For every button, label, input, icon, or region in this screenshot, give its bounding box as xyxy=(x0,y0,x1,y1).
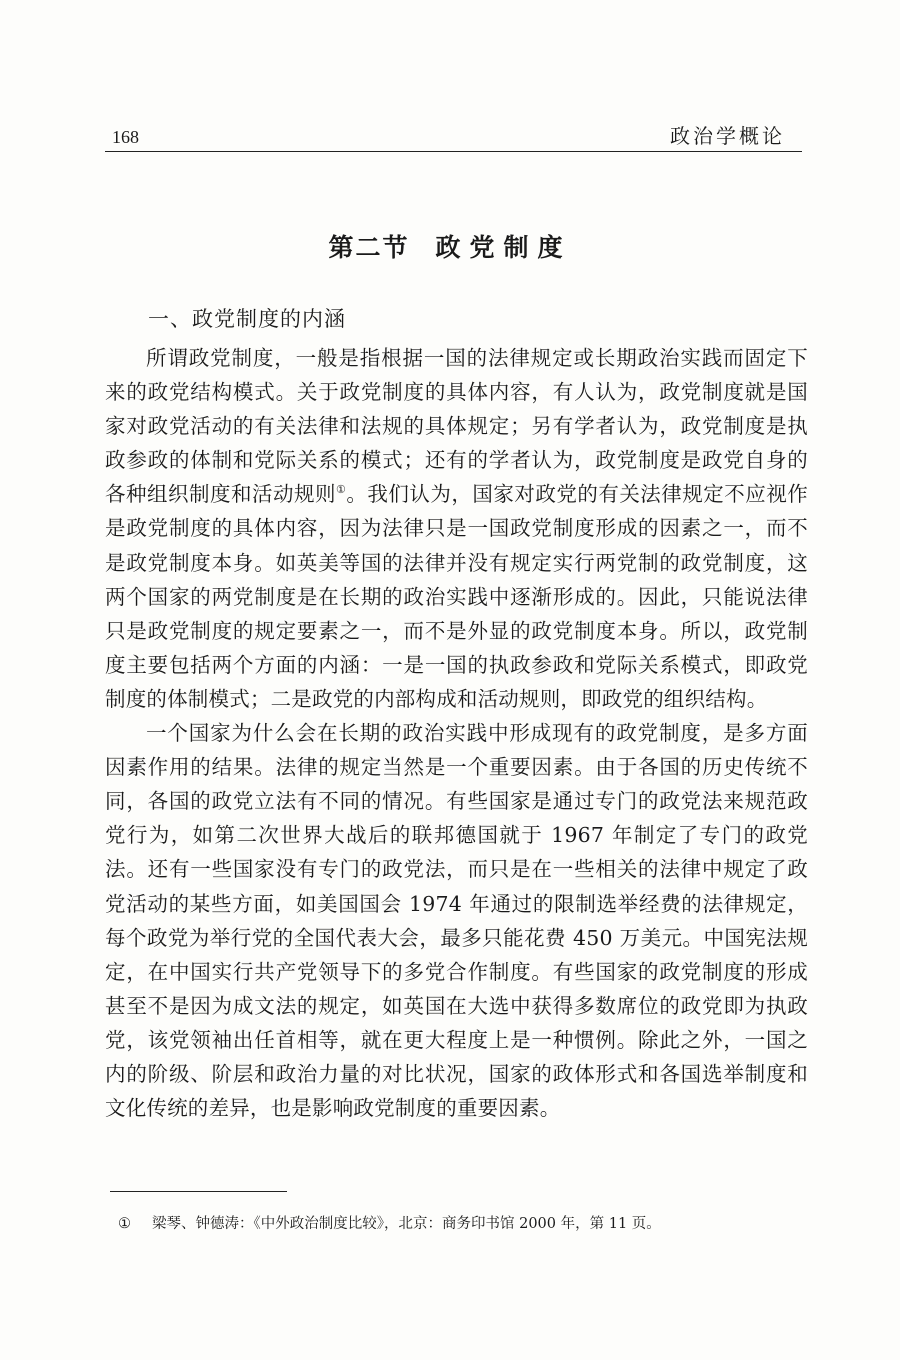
footnote-text: 梁琴、钟德涛：《中外政治制度比较》，北京：商务印书馆 2000 年，第 11 页。 xyxy=(152,1216,661,1232)
paragraph-1-part-a: 所谓政党制度，一般是指根据一国的法律规定或长期政治实践而固定下来的政党结构模式。关于政党制度的具体内容，有人认为，政党制度就是国家对政党活动的有关法律和法规的具体规定；另有学者认为，政党制度是执政参政的体制和党际关系的模式；还有的学者认为，政党制度是政党自身的各种组织制度和活动规则 xyxy=(105,346,808,507)
paragraph-1-part-b: 。我们认为，国家对政党的有关法律规定不应视作是政党制度的具体内容，因为法律只是一国政党制度形成的因素之一，而不是政党制度本身。如英美等国的法律并没有规定实行两党制的政党制度，这两个国家的两党制度是在长期的政治实践中逐渐形成的。因此，只能说法律只是政党制度的规定要素之一，而不是外显的政党制度本身。所以，政党制度主要包括两个方面的内涵：一是一国的执政参政和党际关系模式，即政党制度的体制模式；二是政党的内部构成和活动规则，即政党的组织结构。 xyxy=(105,482,808,711)
section-label: 第二节 xyxy=(328,233,410,262)
running-head: 政治学概论 xyxy=(670,124,785,148)
footnote-rule xyxy=(110,1191,287,1192)
section-title xyxy=(0,228,900,264)
subheading: 一、政党制度的内涵 xyxy=(148,307,346,331)
header-rule xyxy=(105,151,802,152)
paragraph-1 xyxy=(105,341,808,716)
footnote-reference[interactable]: ① xyxy=(335,483,347,497)
footnote-mark: ① xyxy=(118,1216,131,1232)
paragraph-2: 一个国家为什么会在长期的政治实践中形成现有的政党制度，是多方面因素作用的结果。法律的规定当然是一个重要因素。由于各国的历史传统不同，各国的政党立法有不同的情况。有些国家是通过专门的政党法来规范政党行为，如第二次世界大战后的联邦德国就于 1967 年制定了专门的政党法。还有一些国家没有专门的政党法，而只是在一些相关的法律中规定了政党活动的某些方面，如美国国会 1974 年通过的限制选举经费的法律规定，每个政党为举行党的全国代表大会，最多只能花费 450 万美元。中国宪法规定，在中国实行共产党领导下的多党合作制度。有些国家的政党制度的形成甚至不是因为成文法的规定，如英国在大选中获得多数席位的政党即为执政党，该党领袖出任首相等，就在更大程度上是一种惯例。除此之外，一国之内的阶级、阶层和政治力量的对比状况，国家的政体形式和各国选举制度和文化传统的差异，也是影响政党制度的重要因素。 xyxy=(105,721,808,1121)
section-name: 政党制度 xyxy=(435,233,572,262)
body-text xyxy=(105,341,808,1125)
footnote xyxy=(118,1212,661,1233)
page-number: 168 xyxy=(112,127,139,147)
